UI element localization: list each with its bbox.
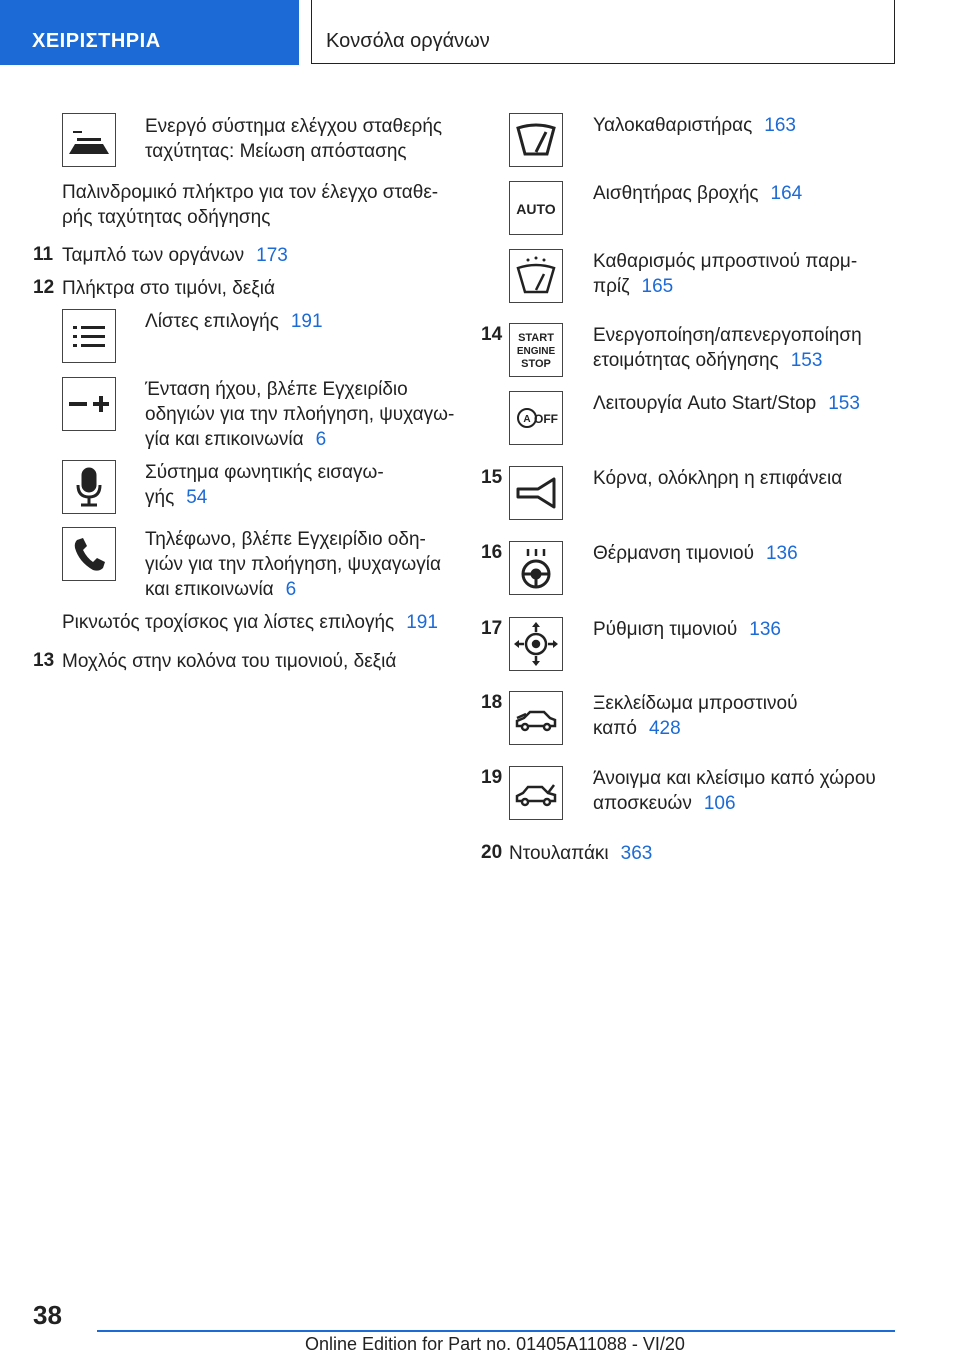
phone-line3: και επικοινωνία 6 [145,579,297,600]
item-13-text: Μοχλός στην κολόνα του τιμονιού, δεξιά [62,651,397,672]
cruise-distance-icon [62,113,116,167]
rocker-text-line2: ρής ταχύτητας οδήγησης [62,207,271,228]
page-ref-link[interactable]: 191 [406,612,438,633]
page-ref-link[interactable]: 6 [315,429,327,450]
washer-line2: πρίζ 165 [593,276,674,297]
section-tab: ΧΕΙΡΙΣΤΗΡΙΑ [0,0,299,65]
rain-sensor-text: Αισθητήρας βροχής 164 [593,183,803,204]
lists-text: Λίστες επιλογής 191 [145,311,323,332]
start-line2: ετοιμότητας οδήγησης 153 [593,350,823,371]
list-icon [62,309,116,363]
windshield-washer-icon [509,249,563,303]
item-number-13: 13 [33,650,55,671]
page-ref-link[interactable]: 428 [648,718,681,739]
page-ref-link[interactable]: 163 [764,115,796,136]
phone-icon [62,527,116,581]
trunk-line1: Άνοιγμα και κλείσιμο καπό χώρου [593,768,876,789]
auto-start-stop-off-icon [509,391,563,445]
wiper-icon [509,113,563,167]
item-number-14: 14 [481,324,503,345]
start-label: START [518,332,554,344]
voice-line1: Σύστημα φωνητικής εισαγω- [145,462,384,483]
thumbwheel-text: Ρικνωτός τροχίσκος για λίστες επιλογής 191 [62,612,438,633]
volume-line3: γία και επικοινωνία 6 [145,429,327,450]
item-number-11: 11 [33,244,54,265]
item-number-16: 16 [481,542,503,563]
page-ref-link[interactable]: 164 [770,183,803,204]
item-12-text: Πλήκτρα στο τιμόνι, δεξιά [62,278,275,299]
page-ref-link[interactable]: 106 [703,793,736,814]
volume-line1: Ένταση ήχου, βλέπε Εγχειρίδιο [145,379,408,400]
page-ref-link[interactable]: 173 [256,245,288,266]
page-ref-link[interactable]: 6 [285,579,297,600]
heating-text: Θέρμανση τιμονιού 136 [593,543,798,564]
auto-start-stop-text: Λειτουργία Auto Start/Stop 153 [593,393,860,414]
page-title: Κονσόλα οργάνων [311,0,895,64]
item-number-12: 12 [33,277,55,298]
item-number-20: 20 [481,842,503,863]
hood-line1: Ξεκλείδωμα μπροστινού [593,693,798,714]
page-number: 38 [33,1300,62,1330]
page-ref-link[interactable]: 165 [641,276,674,297]
steering-wheel-heating-icon [509,541,563,595]
page-ref-link[interactable]: 191 [290,311,323,332]
item-number-18: 18 [481,692,503,713]
cruise-reduce-distance-text: Ενεργό σύστημα ελέγχου σταθερής ταχύτητας: Μείωση απόστασης [145,116,443,162]
horn-text: Κόρνα, ολόκληρη η επιφάνεια [593,468,843,489]
start-stop-button-icon [509,323,563,377]
washer-line1: Καθαρισμός μπροστινού παρμ- [593,251,858,272]
page-ref-link[interactable]: 153 [790,350,823,371]
item-11-text: Ταμπλό των οργάνων 173 [62,245,288,266]
start-line1: Ενεργοποίηση/απενεργοποίηση [593,325,862,346]
phone-line2: γιών για την πλοήγηση, ψυχαγωγία [145,554,441,575]
page-ref-link[interactable]: 136 [765,543,798,564]
page-ref-link[interactable]: 54 [186,487,208,508]
a-label: A [523,414,531,425]
auto-label: AUTO [516,201,556,217]
wiper-text: Υαλοκαθαριστήρας 163 [593,115,796,136]
trunk-line2: αποσκευών 106 [593,793,736,814]
voice-line2: γής 54 [145,487,208,508]
footer-edition: Online Edition for Part no. 01405A11088 - VI/20 [305,1334,685,1354]
trunk-icon [509,766,563,820]
page-ref-link[interactable]: 136 [749,619,781,640]
hood-release-icon [509,691,563,745]
rain-sensor-icon [509,181,563,235]
horn-icon [509,466,563,520]
phone-line1: Τηλέφωνο, βλέπε Εγχειρίδιο οδη- [145,529,426,550]
steering-adjust-icon [509,617,563,671]
volume-line2: οδηγιών για την πλοήγηση, ψυχαγω- [145,404,455,425]
item-number-17: 17 [481,618,503,639]
page-ref-link[interactable]: 363 [620,843,653,864]
rocker-text-line1: Παλινδρομικό πλήκτρο για τον έλεγχο σταθε- [62,182,439,203]
glovebox-text: Ντουλαπάκι 363 [509,843,653,864]
item-number-15: 15 [481,467,503,488]
off-label: OFF [534,412,558,426]
engine-label: ENGINE [516,346,556,357]
hood-line2: καπό 428 [593,718,681,739]
page-ref-link[interactable]: 153 [828,393,860,414]
adjust-text: Ρύθμιση τιμονιού 136 [593,619,781,640]
microphone-icon [62,460,116,514]
stop-label: STOP [521,358,551,370]
footer-divider [97,1330,895,1332]
item-number-19: 19 [481,767,503,788]
volume-minus-plus-icon [62,377,116,431]
